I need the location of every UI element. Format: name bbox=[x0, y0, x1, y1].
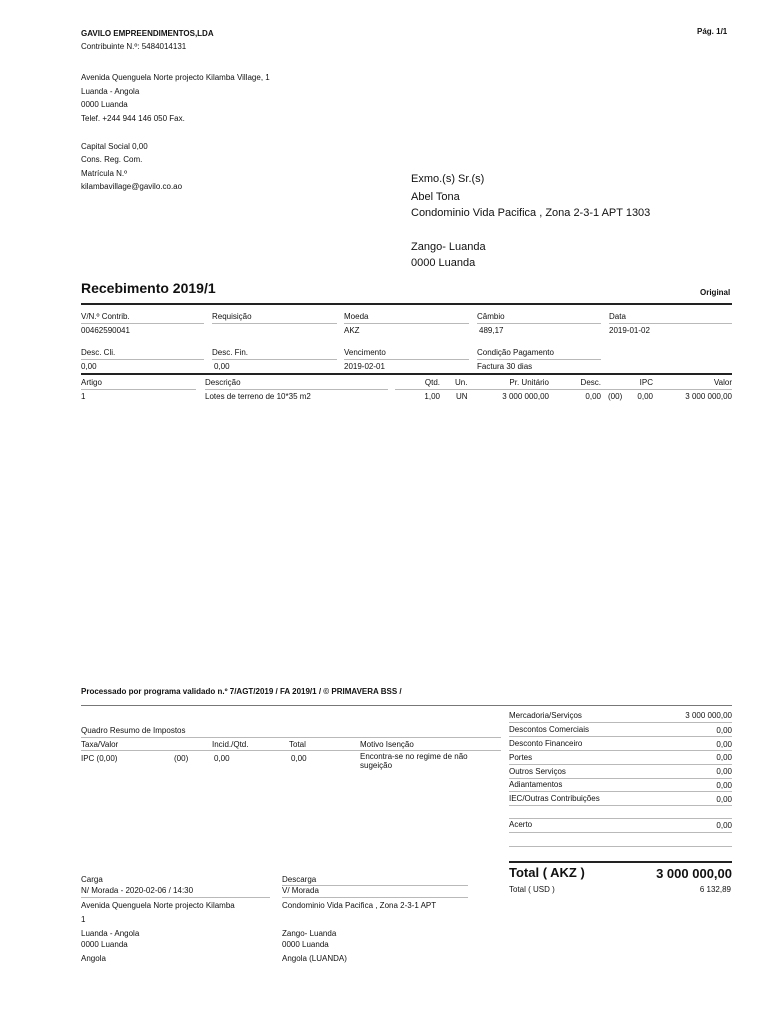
tax-row-motivo-cont: sugeição bbox=[360, 761, 393, 770]
item-pr-unitario: 3 000 000,00 bbox=[502, 392, 549, 401]
label-data: Data bbox=[609, 312, 626, 321]
carga-line6: Angola bbox=[81, 954, 106, 963]
descarga-line2: Condominio Vida Pacifica , Zona 2-3-1 APT bbox=[282, 901, 437, 910]
totals-label: Portes bbox=[509, 753, 533, 762]
page-number: Pág. 1/1 bbox=[697, 27, 728, 36]
tax-header-total: Total bbox=[289, 740, 306, 749]
divider bbox=[509, 805, 732, 806]
items-header-ipc: IPC bbox=[639, 378, 653, 387]
tax-header-motivo: Motivo Isenção bbox=[360, 740, 414, 749]
value-condicao: Factura 30 dias bbox=[477, 362, 533, 371]
divider bbox=[477, 359, 601, 360]
descarga-line3: Zango- Luanda bbox=[282, 929, 337, 938]
carga-line3: 1 bbox=[81, 915, 86, 924]
value-vencimento: 2019-02-01 bbox=[344, 362, 385, 371]
items-header-artigo: Artigo bbox=[81, 378, 102, 387]
recipient-name: Abel Tona bbox=[411, 191, 460, 203]
divider bbox=[509, 832, 732, 833]
totals-label: Mercadoria/Serviços bbox=[509, 711, 582, 720]
tax-row-taxa: IPC (0,00) bbox=[81, 754, 118, 763]
recipient-address-line3: 0000 Luanda bbox=[411, 257, 476, 269]
carga-line2: Avenida Quenguela Norte projecto Kilamba bbox=[81, 901, 235, 910]
divider bbox=[81, 323, 204, 324]
value-desc-cli: 0,00 bbox=[81, 362, 97, 371]
label-condicao: Condição Pagamento bbox=[477, 348, 554, 357]
company-address-line3: 0000 Luanda bbox=[81, 100, 128, 109]
company-capital: Capital Social 0,00 bbox=[81, 142, 148, 151]
items-header-descricao: Descrição bbox=[205, 378, 241, 387]
company-name: GAVILO EMPREENDIMENTOS,LDA bbox=[81, 29, 214, 38]
carga-title: Carga bbox=[81, 875, 103, 884]
items-header-valor: Valor bbox=[713, 378, 732, 387]
carga-line4: Luanda - Angola bbox=[81, 929, 140, 938]
total-usd-value: 6 132,89 bbox=[699, 885, 731, 894]
label-contrib: V/N.º Contrib. bbox=[81, 312, 130, 321]
divider bbox=[282, 885, 468, 886]
company-matricula: Matrícula N.º bbox=[81, 169, 128, 178]
total-akz-value: 3 000 000,00 bbox=[656, 866, 732, 881]
descarga-line4: 0000 Luanda bbox=[282, 940, 329, 949]
descarga-line5: Angola (LUANDA) bbox=[282, 954, 347, 963]
totals-value: 0,00 bbox=[716, 795, 732, 804]
items-header-desc: Desc. bbox=[580, 378, 601, 387]
acerto-label: Acerto bbox=[509, 820, 533, 829]
value-desc-fin: 0,00 bbox=[214, 362, 230, 371]
divider bbox=[609, 323, 732, 324]
recipient-address-line1: Condominio Vida Pacifica , Zona 2-3-1 APT 1303 bbox=[411, 207, 651, 219]
item-valor: 3 000 000,00 bbox=[685, 392, 732, 401]
recipient-greeting: Exmo.(s) Sr.(s) bbox=[411, 173, 485, 185]
item-qtd: 1,00 bbox=[424, 392, 440, 401]
items-header-pr-unitario: Pr. Unitário bbox=[509, 378, 549, 387]
item-artigo: 1 bbox=[81, 392, 86, 401]
divider bbox=[81, 737, 501, 738]
totals-value: 0,00 bbox=[716, 781, 732, 790]
item-desc: 0,00 bbox=[585, 392, 601, 401]
tax-row-total: 0,00 bbox=[291, 754, 307, 763]
items-header-qtd: Qtd. bbox=[424, 378, 440, 387]
divider bbox=[509, 764, 732, 765]
company-phone: Telef. +244 944 146 050 Fax. bbox=[81, 114, 185, 123]
item-ipc: 0,00 bbox=[637, 392, 653, 401]
company-address-line2: Luanda - Angola bbox=[81, 87, 140, 96]
carga-line1: N/ Morada - 2020-02-06 / 14:30 bbox=[81, 886, 194, 895]
value-cambio: 489,17 bbox=[479, 326, 504, 335]
label-vencimento: Vencimento bbox=[344, 348, 386, 357]
divider bbox=[81, 359, 204, 360]
divider bbox=[477, 323, 601, 324]
totals-label: IEC/Outras Contribuições bbox=[509, 794, 600, 803]
total-akz-label: Total ( AKZ ) bbox=[509, 865, 585, 880]
carga-line5: 0000 Luanda bbox=[81, 940, 128, 949]
item-un: UN bbox=[456, 392, 468, 401]
divider bbox=[81, 750, 501, 751]
company-address-line1: Avenida Quenguela Norte projecto Kilamba Village, 1 bbox=[81, 73, 270, 82]
item-descricao: Lotes de terreno de 10*35 m2 bbox=[205, 392, 311, 401]
label-desc-fin: Desc. Fin. bbox=[212, 348, 249, 357]
processing-note: Processado por programa validado n.º 7/AGT/2019 / FA 2019/1 / © PRIMAVERA BSS / bbox=[81, 687, 402, 696]
value-data: 2019-01-02 bbox=[609, 326, 650, 335]
tax-header-taxa: Taxa/Valor bbox=[81, 740, 119, 749]
totals-value: 0,00 bbox=[716, 740, 732, 749]
label-desc-cli: Desc. Cli. bbox=[81, 348, 116, 357]
divider bbox=[212, 359, 337, 360]
descarga-title: Descarga bbox=[282, 875, 317, 884]
tax-summary-title: Quadro Resumo de Impostos bbox=[81, 726, 186, 735]
totals-value: 0,00 bbox=[716, 726, 732, 735]
acerto-value: 0,00 bbox=[716, 821, 732, 830]
item-ipc-code: (00) bbox=[608, 392, 623, 401]
divider bbox=[344, 359, 469, 360]
divider bbox=[212, 323, 337, 324]
label-cambio: Câmbio bbox=[477, 312, 505, 321]
divider bbox=[81, 705, 732, 706]
totals-label: Adiantamentos bbox=[509, 780, 563, 789]
total-usd-label: Total ( USD ) bbox=[509, 885, 555, 894]
label-moeda: Moeda bbox=[344, 312, 369, 321]
divider bbox=[509, 722, 732, 723]
tax-header-incid: Incid./Qtd. bbox=[212, 740, 249, 749]
descarga-line1: V/ Morada bbox=[282, 886, 319, 895]
totals-label: Descontos Comerciais bbox=[509, 725, 590, 734]
title-divider bbox=[81, 303, 732, 305]
total-rule bbox=[509, 861, 732, 863]
divider bbox=[509, 736, 732, 737]
divider bbox=[81, 389, 196, 390]
tax-row-motivo: Encontra-se no regime de não bbox=[360, 752, 468, 761]
document-title: Recebimento 2019/1 bbox=[81, 280, 216, 296]
totals-value: 0,00 bbox=[716, 753, 732, 762]
tax-row-code: (00) bbox=[174, 754, 189, 763]
document-copy-label: Original bbox=[700, 288, 731, 297]
value-moeda: AKZ bbox=[344, 326, 360, 335]
company-taxpayer: Contribuinte N.º: 5484014131 bbox=[81, 42, 187, 51]
divider bbox=[509, 791, 732, 792]
divider bbox=[395, 389, 732, 390]
label-requisicao: Requisição bbox=[212, 312, 252, 321]
items-header-un: Un. bbox=[455, 378, 468, 387]
divider bbox=[509, 846, 732, 847]
divider bbox=[509, 750, 732, 751]
divider bbox=[282, 897, 468, 898]
divider bbox=[509, 778, 732, 779]
value-contrib: 00462590041 bbox=[81, 326, 130, 335]
divider bbox=[344, 323, 469, 324]
divider bbox=[205, 389, 388, 390]
recipient-address-line2: Zango- Luanda bbox=[411, 241, 486, 253]
items-table-top-rule bbox=[81, 373, 732, 375]
tax-row-incid: 0,00 bbox=[214, 754, 230, 763]
totals-label: Outros Serviços bbox=[509, 767, 566, 776]
company-registry: Cons. Reg. Com. bbox=[81, 155, 143, 164]
company-email: kilambavillage@gavilo.co.ao bbox=[81, 182, 183, 191]
totals-value: 0,00 bbox=[716, 767, 732, 776]
totals-value: 3 000 000,00 bbox=[685, 711, 732, 720]
divider bbox=[509, 818, 732, 819]
totals-label: Desconto Financeiro bbox=[509, 739, 583, 748]
divider bbox=[81, 897, 270, 898]
